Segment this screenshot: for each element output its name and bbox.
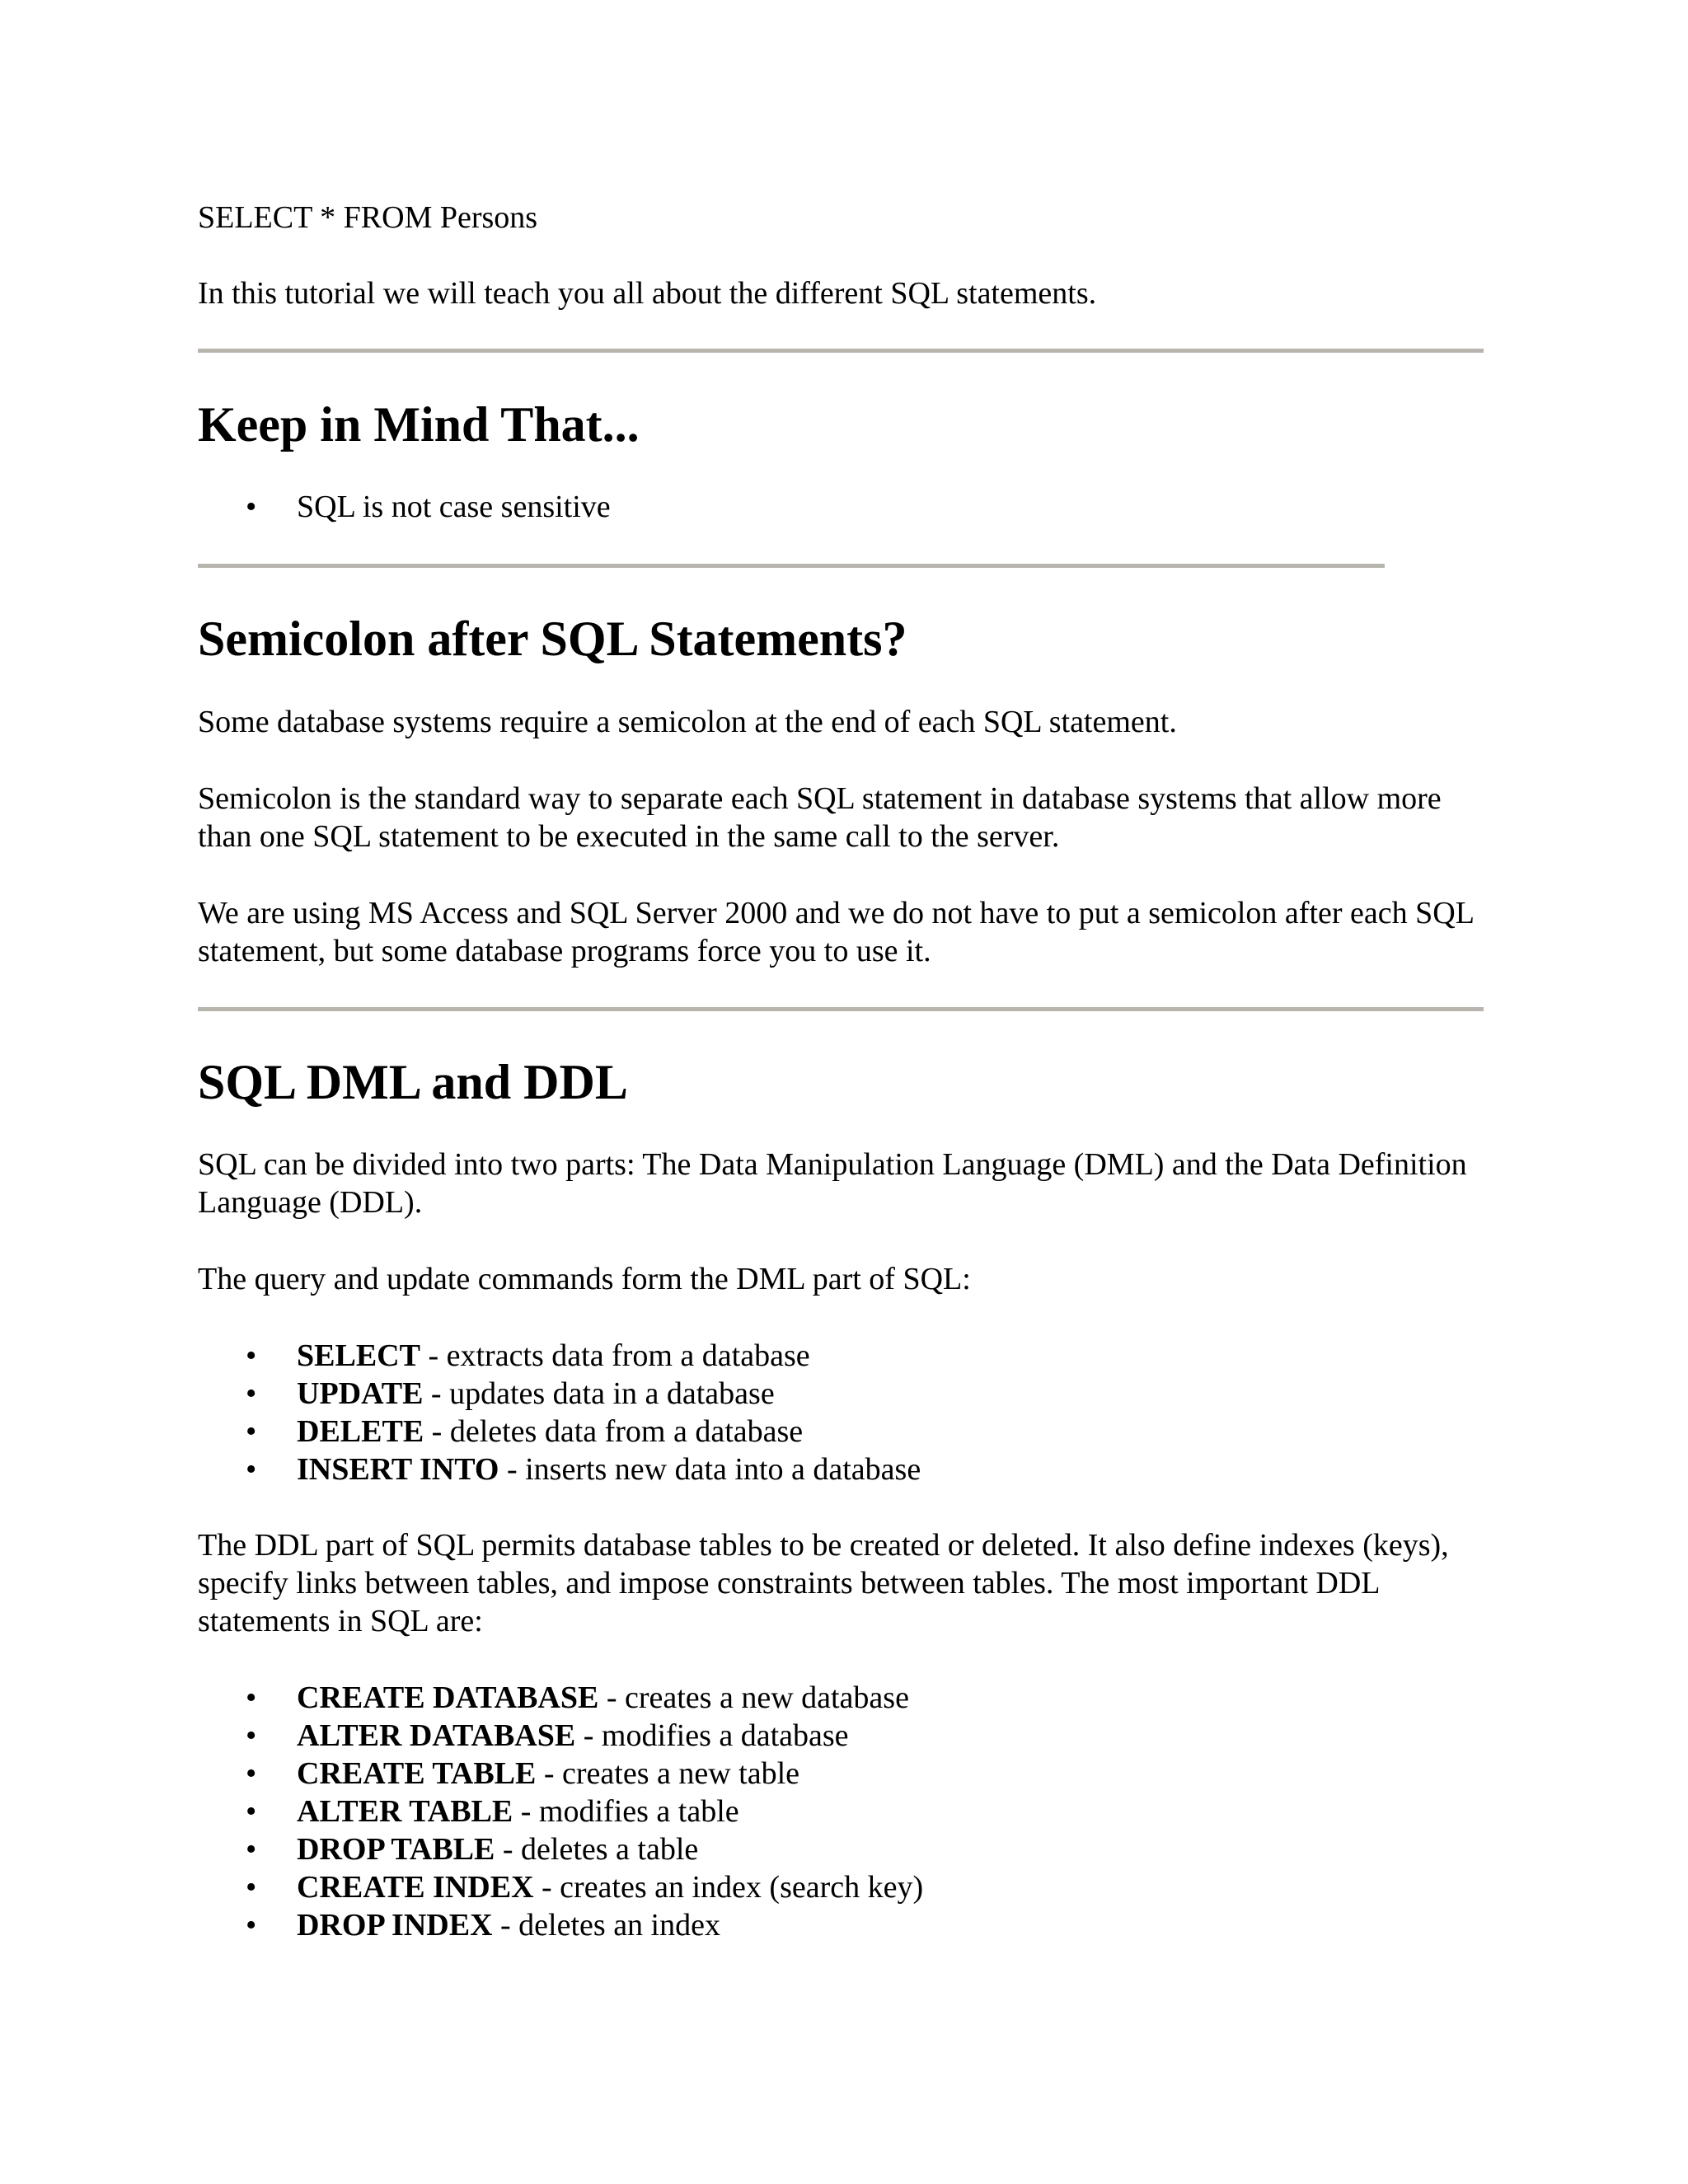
tutorial-intro-text: In this tutorial we will teach you all about the different SQL statements. xyxy=(198,276,1097,311)
list-item xyxy=(198,1451,1484,1488)
command-term: ALTER DATABASE xyxy=(297,1718,576,1753)
command-desc: - creates a new database xyxy=(598,1680,909,1715)
dml-ddl-heading: SQL DML and DDL xyxy=(198,1055,628,1109)
command-desc: - deletes an index xyxy=(492,1908,720,1943)
bullet-icon: • xyxy=(246,490,257,524)
command-term: INSERT INTO xyxy=(297,1452,499,1487)
command-desc: - creates a new table xyxy=(536,1756,800,1791)
horizontal-rule xyxy=(198,564,1385,568)
list-item xyxy=(198,1755,1484,1793)
paragraph: Some database systems require a semicolon at the end of each SQL statement. xyxy=(198,705,1177,739)
paragraph: The DDL part of SQL permits database tables to be created or deleted. It also define indexes (keys), specify links between tables, and impose constraints between tables. The most important DDL statements in SQL are: xyxy=(198,1528,1449,1638)
command-term: CREATE TABLE xyxy=(297,1756,537,1791)
semicolon-paragraph-1 xyxy=(198,703,1484,741)
paragraph: Semicolon is the standard way to separate each SQL statement in database systems that allow more than one SQL statement to be executed in the same call to the server. xyxy=(198,781,1442,854)
paragraph: We are using MS Access and SQL Server 2000 and we do not have to put a semicolon after each SQL statement, but some database programs force you to use it. xyxy=(198,896,1474,968)
dml-ddl-intro-block xyxy=(198,1146,1484,1221)
horizontal-rule xyxy=(198,1007,1484,1011)
bullet-icon: • xyxy=(246,1756,257,1791)
bullet-icon: • xyxy=(246,1718,257,1753)
list-item xyxy=(198,488,1484,526)
list-item xyxy=(198,1868,1484,1906)
keep-in-mind-heading: Keep in Mind That... xyxy=(198,397,640,452)
list-item xyxy=(198,1830,1484,1868)
ddl-command-list xyxy=(198,1679,1484,1944)
command-term: UPDATE xyxy=(297,1376,424,1411)
command-term: DROP TABLE xyxy=(297,1832,495,1867)
paragraph: The query and update commands form the DML part of SQL: xyxy=(198,1262,971,1296)
command-term: DROP INDEX xyxy=(297,1908,493,1943)
horizontal-rule xyxy=(198,349,1484,353)
keep-in-mind-list-block xyxy=(198,488,1484,526)
command-term: SELECT xyxy=(297,1338,420,1373)
command-desc: - updates data in a database xyxy=(423,1376,775,1411)
dml-intro-block xyxy=(198,1260,1484,1298)
command-desc: - inserts new data into a database xyxy=(499,1452,921,1487)
list-item xyxy=(198,1906,1484,1944)
command-term: CREATE INDEX xyxy=(297,1870,534,1905)
list-item xyxy=(198,1413,1484,1451)
semicolon-paragraph-2 xyxy=(198,780,1484,855)
list-item xyxy=(198,1679,1484,1717)
command-desc: - modifies a database xyxy=(575,1718,849,1753)
bullet-icon: • xyxy=(246,1338,257,1373)
bullet-icon: • xyxy=(246,1452,257,1487)
list-item xyxy=(198,1717,1484,1755)
list-item-text: SQL is not case sensitive xyxy=(297,490,611,524)
bullet-icon: • xyxy=(246,1414,257,1449)
command-term: ALTER TABLE xyxy=(297,1794,513,1829)
semicolon-heading: Semicolon after SQL Statements? xyxy=(198,612,907,666)
command-desc: - extracts data from a database xyxy=(420,1338,810,1373)
keep-in-mind-list xyxy=(198,488,1484,526)
semicolon-paragraph-3 xyxy=(198,894,1484,970)
bullet-icon: • xyxy=(246,1680,257,1715)
dml-list-block xyxy=(198,1337,1484,1488)
bullet-icon: • xyxy=(246,1832,257,1867)
bullet-icon: • xyxy=(246,1908,257,1943)
ddl-intro-block xyxy=(198,1526,1484,1640)
list-item xyxy=(198,1793,1484,1830)
select-example-line: SELECT * FROM Persons xyxy=(198,200,538,235)
command-desc: - deletes a table xyxy=(495,1832,699,1867)
ddl-list-block xyxy=(198,1679,1484,1944)
command-desc: - creates an index (search key) xyxy=(533,1870,924,1905)
command-desc: - deletes data from a database xyxy=(424,1414,804,1449)
bullet-icon: • xyxy=(246,1870,257,1905)
list-item xyxy=(198,1337,1484,1375)
bullet-icon: • xyxy=(246,1376,257,1411)
dml-command-list xyxy=(198,1337,1484,1488)
command-term: CREATE DATABASE xyxy=(297,1680,599,1715)
command-desc: - modifies a table xyxy=(513,1794,739,1829)
bullet-icon: • xyxy=(246,1794,257,1829)
command-term: DELETE xyxy=(297,1414,424,1449)
paragraph: SQL can be divided into two parts: The Data Manipulation Language (DML) and the Data Definition Language (DDL). xyxy=(198,1147,1467,1220)
list-item xyxy=(198,1375,1484,1413)
